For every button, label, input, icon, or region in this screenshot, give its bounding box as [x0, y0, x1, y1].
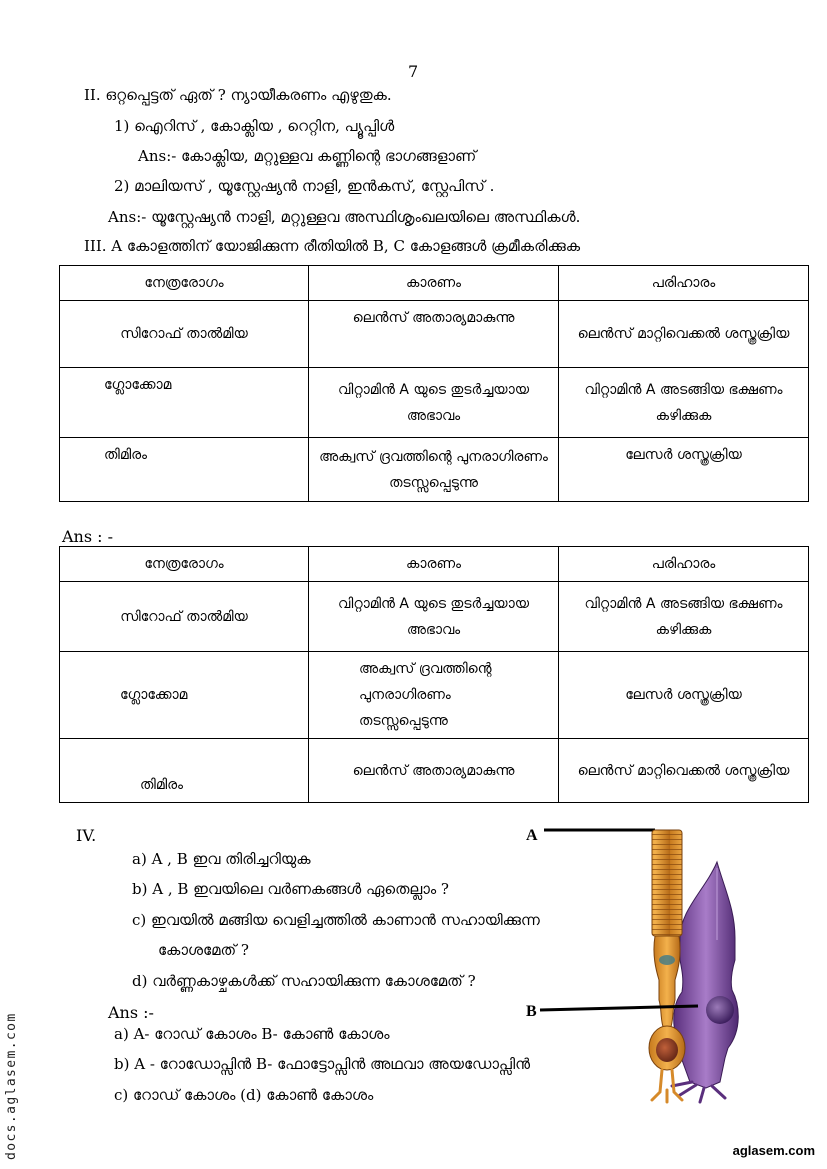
header-disease: നേത്രരോഗം: [60, 266, 309, 301]
rod-cone-diagram: [520, 820, 780, 1105]
table-row: [60, 582, 809, 652]
header-cause: കാരണം: [309, 547, 559, 582]
table-cell: ഗ്ലോക്കോമ: [60, 652, 309, 739]
table-cell: വിറ്റാമിൻ A അടങ്ങിയ ഭക്ഷണം കഴിക്കുക: [559, 582, 809, 652]
header-cause: കാരണം: [309, 266, 559, 301]
table-cell: ഗ്ലോക്കോമ: [60, 368, 309, 438]
table-row: [60, 301, 809, 368]
table-cell: തിമിരം: [60, 438, 309, 502]
answer-table: [59, 546, 809, 803]
table-cell: ലെൻസ് മാറ്റിവെക്കൽ ശസ്ത്രക്രിയ: [559, 739, 809, 803]
header-disease: നേത്രരോഗം: [60, 547, 309, 582]
table-row: [60, 368, 809, 438]
table-cell: അക്വസ് ദ്രവത്തിന്റെ പുനരാഗിരണം തടസ്സപ്പെടുന്നു: [309, 438, 559, 502]
table-row: [60, 652, 809, 739]
section-4-question-d: d) വർണ്ണകാഴ്ചകൾക്ക് സഹായിക്കുന്ന കോശമേത് ?: [132, 972, 476, 990]
table-cell: വിറ്റാമിൻ A യുടെ തുടർച്ചയായ അഭാവം: [309, 582, 559, 652]
section-3-answer-label: Ans : -: [62, 527, 114, 546]
table-cell: ലേസർ ശസ്ത്രക്രിയ: [559, 652, 809, 739]
footer-brand: aglasem.com: [732, 1143, 815, 1158]
table-header-row: [60, 266, 809, 301]
section-3-heading: III. A കോളത്തിന് യോജിക്കുന്ന രീതിയിൽ B, C കോളങ്ങൾ ക്രമീകരിക്കുക: [84, 237, 581, 255]
table-row: [60, 739, 809, 803]
label-b: B: [526, 1003, 537, 1020]
section-2-answer-2: Ans:- യൂസ്റ്റേഷ്യൻ നാളി, മറ്റുള്ളവ അസ്ഥിശൃംഖലയിലെ അസ്ഥികൾ.: [108, 208, 581, 226]
section-4-question-a: a) A , B ഇവ തിരിച്ചറിയുക: [132, 850, 311, 868]
section-4-answer-a: a) A- റോഡ് കോശം B- കോൺ കോശം: [114, 1025, 390, 1043]
header-remedy: പരിഹാരം: [559, 266, 809, 301]
table-cell: അക്വസ് ദ്രവത്തിന്റെ പുനരാഗിരണം തടസ്സപ്പെടുന്നു: [309, 652, 559, 739]
section-4-answer-b: b) A - റോഡോപ്സിൻ B- ഫോട്ടോപ്സിൻ അഥവാ അയഡോപ്സിൻ: [114, 1055, 530, 1073]
table-cell: ലേസർ ശസ്ത്രക്രിയ: [559, 438, 809, 502]
question-table: [59, 265, 809, 502]
table-cell: സിറോഫ് താൽമിയ: [60, 301, 309, 368]
section-4-question-b: b) A , B ഇവയിലെ വർണകങ്ങൾ ഏതെല്ലാം ?: [132, 880, 449, 898]
section-4-heading: IV.: [76, 826, 97, 845]
section-2-question-1: 1) ഐറിസ് , കോക്ലിയ , റെറ്റിന, പ്യൂപ്പിൾ: [114, 117, 395, 135]
table-cell: വിറ്റാമിൻ A അടങ്ങിയ ഭക്ഷണം കഴിക്കുക: [559, 368, 809, 438]
side-watermark: docs.aglasem.com: [4, 1012, 19, 1160]
table-cell: ലെൻസ് അതാര്യമാകുന്നു: [309, 301, 559, 368]
page-number: 7: [408, 62, 419, 81]
table-cell: വിറ്റാമിൻ A യുടെ തുടർച്ചയായ അഭാവം: [309, 368, 559, 438]
table-cell: സിറോഫ് താൽമിയ: [60, 582, 309, 652]
section-4-answer-c: c) റോഡ് കോശം (d) കോൺ കോശം: [114, 1086, 374, 1104]
table-header-row: [60, 547, 809, 582]
section-4-answer-label: Ans :-: [108, 1003, 154, 1022]
table-row: [60, 438, 809, 502]
table-cell: തിമിരം: [60, 739, 309, 803]
section-2-answer-1: Ans:- കോക്ലിയ, മറ്റുള്ളവ കണ്ണിന്റെ ഭാഗങ്ങളാണ്: [138, 147, 477, 165]
header-remedy: പരിഹാരം: [559, 547, 809, 582]
table-cell: ലെൻസ് അതാര്യമാകുന്നു: [309, 739, 559, 803]
label-a: A: [526, 827, 538, 844]
rod-cell: [649, 830, 685, 1102]
table-cell: ലെൻസ് മാറ്റിവെക്കൽ ശസ്ത്രക്രിയ: [559, 301, 809, 368]
section-2-question-2: 2) മാലിയസ് , യൂസ്റ്റേഷ്യൻ നാളി, ഇൻകസ്, സ്റ്റേപിസ് .: [114, 177, 495, 195]
section-4-question-c-cont: കോശമേത് ?: [158, 941, 249, 959]
section-4-question-c: c) ഇവയിൽ മങ്ങിയ വെളിച്ചത്തിൽ കാണാൻ സഹായിക്കുന്ന: [132, 911, 540, 929]
section-2-heading: II. ഒറ്റപ്പെട്ടത് ഏത് ? ന്യായീകരണം എഴുതുക.: [84, 86, 392, 104]
